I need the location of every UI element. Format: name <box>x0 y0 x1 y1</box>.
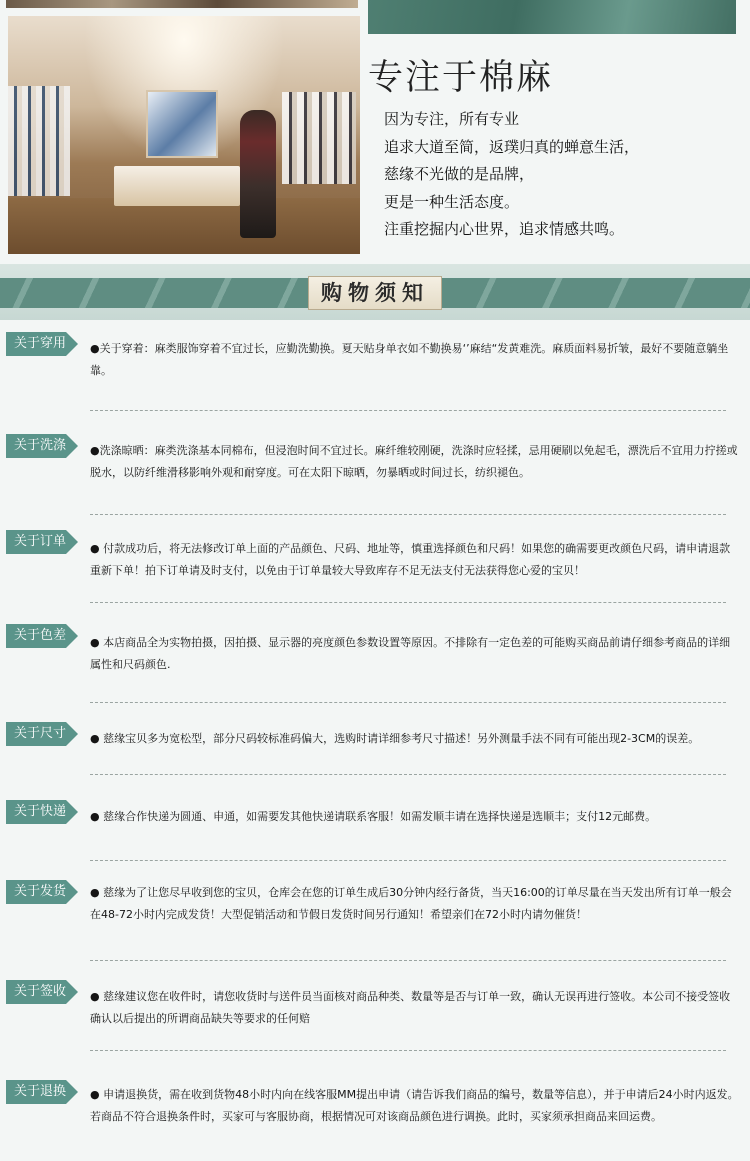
clothing-rack-right <box>282 92 356 184</box>
intro-line: 慈缘不光做的是品牌， <box>384 165 535 184</box>
intro-line: 注重挖掘内心世界，追求情感共鸣。 <box>384 220 625 239</box>
banner-title: 购物须知 <box>308 276 442 310</box>
dashed-divider <box>90 602 726 603</box>
dashed-divider <box>90 702 726 703</box>
shopping-notice-banner <box>0 264 750 320</box>
notice-tag: 关于签收 <box>6 980 66 1004</box>
intro-text <box>384 106 639 244</box>
notice-text: ●关于穿着：麻类服饰穿着不宜过长，应勤洗勤换。夏天贴身单衣如不勤换易‘’麻结“发黄难洗。麻质面料易折皱，最好不要随意躺坐靠。 <box>90 342 729 377</box>
dashed-divider <box>90 960 726 961</box>
notice-tag: 关于快递 <box>6 800 66 824</box>
intro-line: 因为专注，所有专业 <box>384 110 520 128</box>
display-table <box>114 166 240 206</box>
notice-tag: 关于洗涤 <box>6 434 66 458</box>
intro-line: 追求大道至简，返璞归真的蝉意生活， <box>384 137 640 156</box>
person-figure <box>240 110 276 238</box>
notice-text: ●洗涤晾晒：麻类洗涤基本同棉布，但浸泡时间不宜过长。麻纤维较刚硬，洗涤时应轻揉，忌用硬刷以免起毛，漂洗后不宜用力拧搓或脱水，以防纤维滑移影响外观和耐穿度。可在太阳下晾晒，勿暴晒或时间过长，纺织褪色。 <box>90 444 738 479</box>
wall-poster <box>146 90 218 158</box>
notice-text: ● 申请退换货，需在收到货物48小时内向在线客服MM提出申请（请告诉我们商品的编号，数量等信息），并于申请后24小时内返发。若商品不符合退换条件时，买家可与客服协商，根据情况可对该商品颜色进行调换。此时，买家须承担商品来回运费。 <box>90 1088 739 1123</box>
store-interior-photo <box>8 16 360 254</box>
dashed-divider <box>90 514 726 515</box>
dashed-divider <box>90 774 726 775</box>
top-banner-cropped <box>368 0 736 34</box>
notice-text: ● 慈缘宝贝多为宽松型，部分尺码较标准码偏大，选购时请详细参考尺寸描述！另外测量手法不同有可能出现2-3CM的误差。 <box>90 732 700 745</box>
dashed-divider <box>90 1050 726 1051</box>
dashed-divider <box>90 860 726 861</box>
notice-tag: 关于发货 <box>6 880 66 904</box>
notice-text: ● 慈缘合作快递为圆通、申通，如需要发其他快递请联系客服！如需发顺丰请在选择快递是选顺丰；支付12元邮费。 <box>90 810 657 823</box>
clothing-rack-left <box>8 86 70 196</box>
notice-text: ● 本店商品全为实物拍摄，因拍摄、显示器的亮度颜色参数设置等原因。不排除有一定色差的可能购买商品前请仔细参考商品的详细属性和尺码颜色. <box>90 636 731 671</box>
notice-tag: 关于穿用 <box>6 332 66 356</box>
wood-floor <box>8 198 360 254</box>
notice-tag: 关于退换 <box>6 1080 66 1104</box>
dashed-divider <box>90 410 726 411</box>
top-photo-cropped <box>6 0 358 8</box>
notice-tag: 关于尺寸 <box>6 722 66 746</box>
intro-line: 更是一种生活态度。 <box>384 192 520 211</box>
notice-text: ● 慈缘建议您在收件时，请您收货时与送件员当面核对商品种类、数量等是否与订单一致，确认无误再进行签收。本公司不接受签收确认以后提出的所谓商品缺失等要求的任何赔 <box>90 990 731 1025</box>
notice-tag: 关于订单 <box>6 530 66 554</box>
notice-text: ● 付款成功后，将无法修改订单上面的产品颜色、尺码、地址等，慎重选择颜色和尺码！如果您的确需要更改颜色尺码，请申请退款重新下单！拍下订单请及时支付，以免由于订单量较大导致库存不足无法支付无法获得您心爱的宝贝！ <box>90 542 731 577</box>
notice-tag: 关于色差 <box>6 624 66 648</box>
brand-headline: 专注于棉麻 <box>368 58 554 98</box>
notice-text: ● 慈缘为了让您尽早收到您的宝贝，仓库会在您的订单生成后30分钟内经行备货，当天16:00的订单尽量在当天发出所有订单一般会在48-72小时内完成发货！大型促销活动和节假日发货时间另行通知！希望亲们在72小时内请勿催货！ <box>90 886 732 921</box>
